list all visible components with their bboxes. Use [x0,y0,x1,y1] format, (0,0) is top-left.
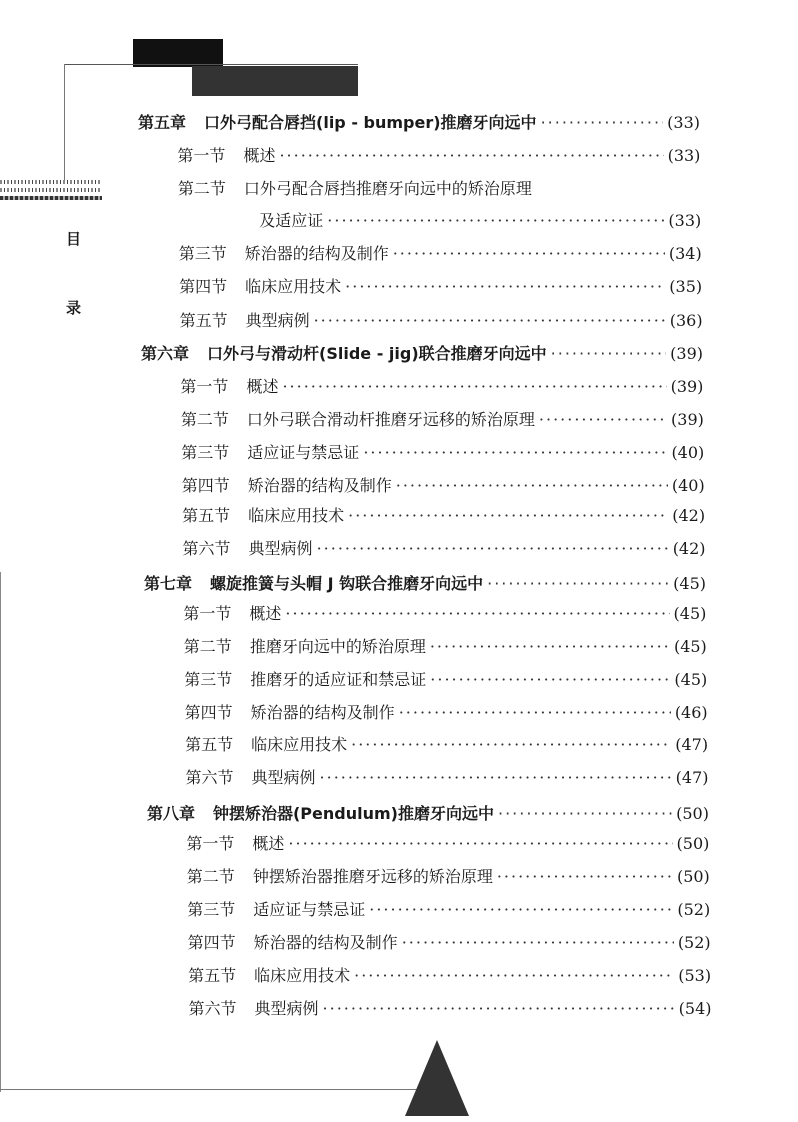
toc-page-number: (46) [674,703,708,722]
toc-title: 口外弓与滑动杆(Slide - jig)联合推磨牙向远中 [207,344,547,363]
toc-page-number: (54) [678,999,712,1018]
toc-section-row [182,503,705,527]
toc-section-row [187,897,710,921]
dot-leader [396,476,668,495]
header-decoration-bar [192,66,358,96]
toc-title: 螺旋推簧与头帽 J 钩联合推磨牙向远中 [210,574,484,593]
dot-leader [314,311,666,330]
toc-label: 第三节 [178,244,227,263]
toc-title: 典型病例 [254,999,319,1018]
page-edge [0,572,1,1092]
toc-label: 第三节 [187,900,236,919]
toc-page-number: (33) [668,211,702,230]
toc-section-row [181,407,704,431]
toc-page-number: (45) [673,574,706,593]
toc-page-number: (35) [669,277,703,296]
toc-title: 口外弓配合唇挡(lip - bumper)推磨牙向远中 [204,113,537,132]
toc-section-row [183,601,706,625]
toc-label: 第六节 [185,768,234,787]
toc-page-number: (47) [675,768,709,787]
toc-title: 典型病例 [245,311,310,330]
dot-leader [541,113,664,132]
toc-label: 第四节 [187,933,236,952]
side-label-mu: 目 [66,230,82,248]
side-decoration [0,188,102,192]
toc-section-row [184,667,707,691]
side-decoration [0,196,102,200]
toc-page-number: (39) [671,410,704,429]
toc-chapter-row [138,110,700,134]
toc-section-row [189,996,712,1020]
dot-leader [354,966,674,985]
toc-chapter-row [144,571,706,595]
toc-label: 第三节 [184,670,233,689]
toc-label: 第二节 [177,179,226,198]
toc-title: 矫治器的结构及制作 [247,476,392,495]
toc-page-number: (36) [669,311,703,330]
toc-label: 第六节 [188,999,237,1018]
dot-leader [320,768,672,787]
toc-title: 临床应用技术 [254,966,351,985]
toc-section-row [184,634,707,658]
toc-title: 概述 [249,604,282,623]
dot-leader [345,277,665,296]
dot-leader [539,410,667,429]
toc-section-row [188,930,711,954]
toc-page-number: (50) [676,804,709,823]
toc-label: 第二节 [183,637,232,656]
toc-section-row [186,831,709,855]
dot-leader [430,637,670,656]
dot-leader [399,703,671,722]
toc-page-number: (52) [677,933,711,952]
side-rule [64,64,65,180]
dot-leader [498,804,672,823]
toc-section-row [182,473,705,497]
dot-leader [369,900,673,919]
toc-label: 第六章 [141,344,190,363]
toc-page-number: (39) [670,377,704,396]
toc-title: 钟摆矫治器(Pendulum)推磨牙向远中 [212,804,494,823]
toc-label: 第二节 [180,410,229,429]
toc-title: 适应证与禁忌证 [253,900,366,919]
toc-label: 第五节 [188,966,237,985]
toc-title: 典型病例 [248,539,313,558]
toc-section-row [185,700,708,724]
footer-rule [0,1089,420,1090]
dot-leader [317,539,669,558]
dot-leader [323,999,675,1018]
toc-label: 第四节 [179,277,228,296]
toc-page-number: (33) [667,113,700,132]
dot-leader [327,211,664,230]
toc-title: 临床应用技术 [245,277,342,296]
toc-label: 第五节 [182,506,231,525]
toc-page-number: (52) [677,900,711,919]
toc-page-number: (53) [678,966,712,985]
toc-label: 第一节 [180,377,229,396]
toc-page-number: (50) [676,834,710,853]
side-decoration [0,180,102,184]
toc-title: 概述 [252,834,285,853]
dot-leader [430,670,670,689]
toc-label: 第一节 [177,146,226,165]
dot-leader [487,574,669,593]
toc-chapter-row [141,341,703,365]
toc-section-row [183,536,706,560]
header-decoration-block [133,39,223,67]
dot-leader [551,344,667,363]
toc-section-row [181,440,704,464]
dot-leader [285,604,669,623]
toc-label: 第四节 [184,703,233,722]
toc-page-number: (34) [668,244,702,263]
toc-label: 第一节 [183,604,232,623]
toc-title: 临床应用技术 [251,735,348,754]
toc-label: 第四节 [181,476,230,495]
footer-triangle-ornament [405,1040,469,1116]
dot-leader [402,933,674,952]
toc-page-number: (45) [673,604,707,623]
toc-label: 第六节 [182,539,231,558]
toc-section-row [259,208,701,232]
toc-title: 推磨牙的适应证和禁忌证 [250,670,427,689]
toc-page-number: (47) [675,735,709,754]
toc-section-row [186,765,709,789]
toc-page-number: (50) [676,867,710,886]
dot-leader [393,244,665,263]
toc-title: 推磨牙向远中的矫治原理 [249,637,426,656]
toc-title: 临床应用技术 [248,506,345,525]
toc-section-row [180,308,703,332]
toc-section-row [179,274,702,298]
toc-chapter-row [147,801,709,825]
toc-label: 第七章 [143,574,192,593]
toc-title: 钟摆矫治器推磨牙远移的矫治原理 [252,867,493,886]
toc-page-number: (33) [667,146,701,165]
toc-page-number: (40) [671,476,705,495]
toc-label: 第八章 [146,804,195,823]
toc-section-row [177,143,700,167]
toc-label: 第二节 [186,867,235,886]
dot-leader [363,443,667,462]
header-rule [64,64,358,65]
side-label-lu: 录 [66,299,82,317]
toc-title: 口外弓联合滑动杆推磨牙远移的矫治原理 [246,410,535,429]
toc-section-row [180,374,703,398]
toc-section-row [179,241,702,265]
dot-leader [279,146,663,165]
toc-section-row [187,864,710,888]
toc-label: 第一节 [186,834,235,853]
toc-section-row [188,963,711,987]
toc-page-number: (45) [673,637,707,656]
toc-page-number: (40) [671,443,705,462]
toc-title: 及适应证 [259,211,324,230]
toc-title: 概述 [243,146,276,165]
toc-title: 口外弓配合唇挡推磨牙向远中的矫治原理 [243,179,532,198]
toc-title: 矫治器的结构及制作 [244,244,389,263]
dot-leader [351,735,671,754]
dot-leader [288,834,672,853]
dot-leader [348,506,668,525]
toc-label: 第三节 [181,443,230,462]
toc-page-number: (39) [670,344,703,363]
toc-title: 典型病例 [251,768,316,787]
toc-label: 第五节 [179,311,228,330]
toc-label: 第五节 [185,735,234,754]
toc-page-number: (42) [672,539,706,558]
toc-title: 概述 [246,377,279,396]
toc-title: 矫治器的结构及制作 [253,933,398,952]
toc-page-number: (45) [674,670,708,689]
toc-title: 矫治器的结构及制作 [250,703,395,722]
toc-title: 适应证与禁忌证 [247,443,360,462]
toc-page-number: (42) [672,506,706,525]
toc-section-row [185,732,708,756]
dot-leader [497,867,673,886]
dot-leader [282,377,666,396]
toc-section-row [178,176,701,200]
toc-label: 第五章 [138,113,187,132]
